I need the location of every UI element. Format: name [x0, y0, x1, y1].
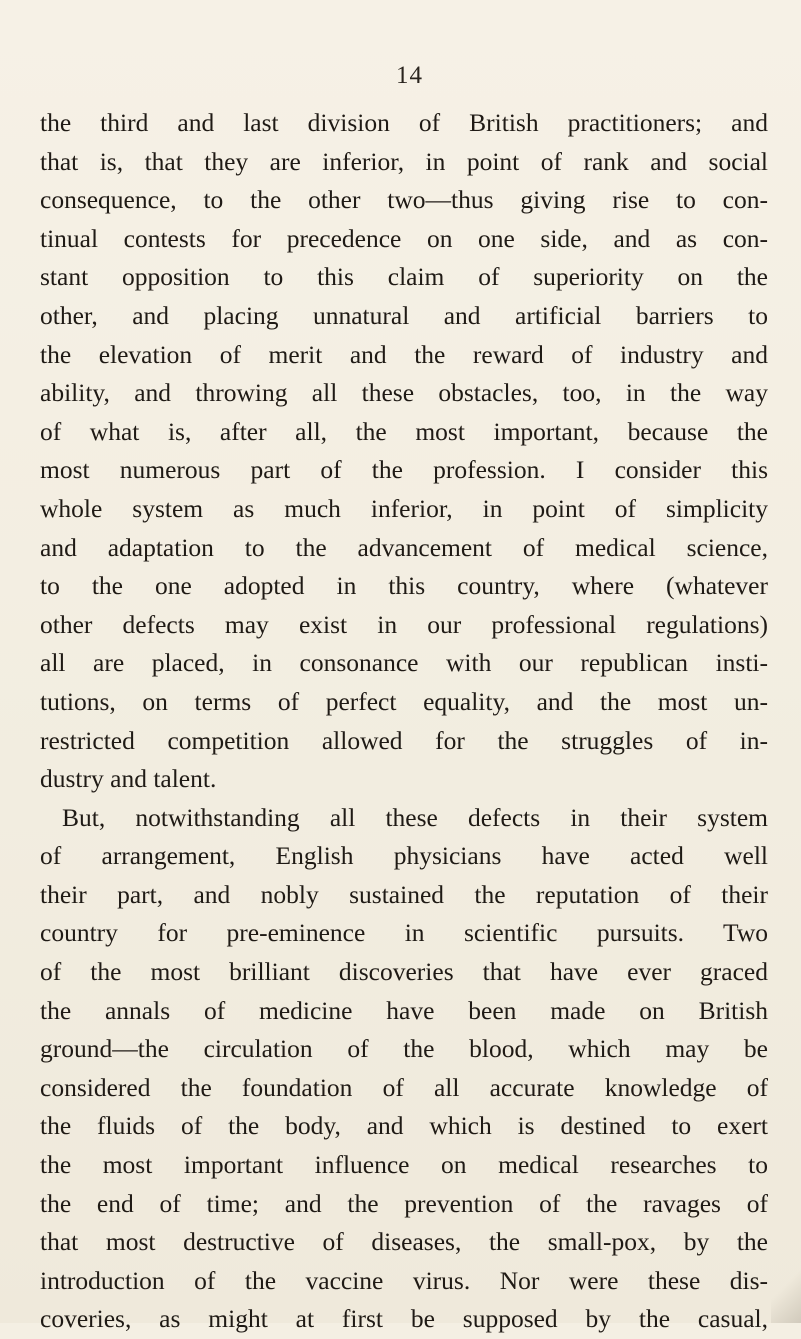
text-line: consequence, to the other two—thus giving rise to con-	[40, 185, 768, 215]
text-line: stant opposition to this claim of superiority on the	[40, 262, 768, 292]
text-line: the elevation of merit and the reward of industry and	[40, 339, 768, 369]
text-line: ability, and throwing all these obstacles, too, in the way	[40, 378, 768, 408]
text-line: other defects may exist in our professional regulations)	[40, 609, 768, 639]
text-line: the most important influence on medical researches to	[40, 1150, 768, 1180]
text-line: tinual contests for precedence on one side, and as con-	[40, 223, 768, 253]
text-line: of what is, after all, the most important, because the	[40, 416, 768, 446]
text-line: of the most brilliant discoveries that have ever graced	[40, 957, 768, 987]
text-line: tutions, on terms of perfect equality, and the most un-	[40, 686, 768, 716]
text-line: all are placed, in consonance with our republican insti-	[40, 648, 768, 678]
text-line: the third and last division of British practitioners; and	[40, 108, 768, 137]
body-text	[40, 104, 768, 1339]
text-line: considered the foundation of all accurate knowledge of	[40, 1072, 768, 1102]
page-corner-shadow	[771, 1263, 801, 1323]
text-line: country for pre-eminence in scientific pursuits. Two	[40, 918, 768, 948]
text-line: ground—the circulation of the blood, which may be	[40, 1034, 768, 1064]
text-line: most numerous part of the profession. I consider this	[40, 455, 768, 485]
text-line: to the one adopted in this country, where (whatever	[40, 571, 768, 601]
text-line: of arrangement, English physicians have acted well	[40, 841, 768, 871]
text-line: But, notwithstanding all these defects in their system	[62, 802, 768, 832]
text-line: whole system as much inferior, in point of simplicity	[40, 493, 768, 523]
text-line: other, and placing unnatural and artificial barriers to	[40, 300, 768, 330]
text-line: the end of time; and the prevention of the ravages of	[40, 1188, 768, 1218]
text-line: the annals of medicine have been made on British	[40, 995, 768, 1025]
text-line: that is, that they are inferior, in point of rank and social	[40, 146, 768, 176]
text-line: the fluids of the body, and which is destined to exert	[40, 1111, 768, 1141]
text-line: restricted competition allowed for the struggles of in-	[40, 725, 768, 755]
text-line: that most destructive of diseases, the small-pox, by the	[40, 1227, 768, 1257]
page-number: 14	[396, 62, 423, 89]
text-line: coveries, as might at first be supposed by the casual,	[40, 1304, 768, 1334]
text-line: introduction of the vaccine virus. Nor were these dis-	[40, 1265, 768, 1295]
text-line: dustry and talent.	[40, 764, 217, 794]
text-line: and adaptation to the advancement of medical science,	[40, 532, 768, 562]
text-line: their part, and nobly sustained the reputation of their	[40, 879, 768, 909]
